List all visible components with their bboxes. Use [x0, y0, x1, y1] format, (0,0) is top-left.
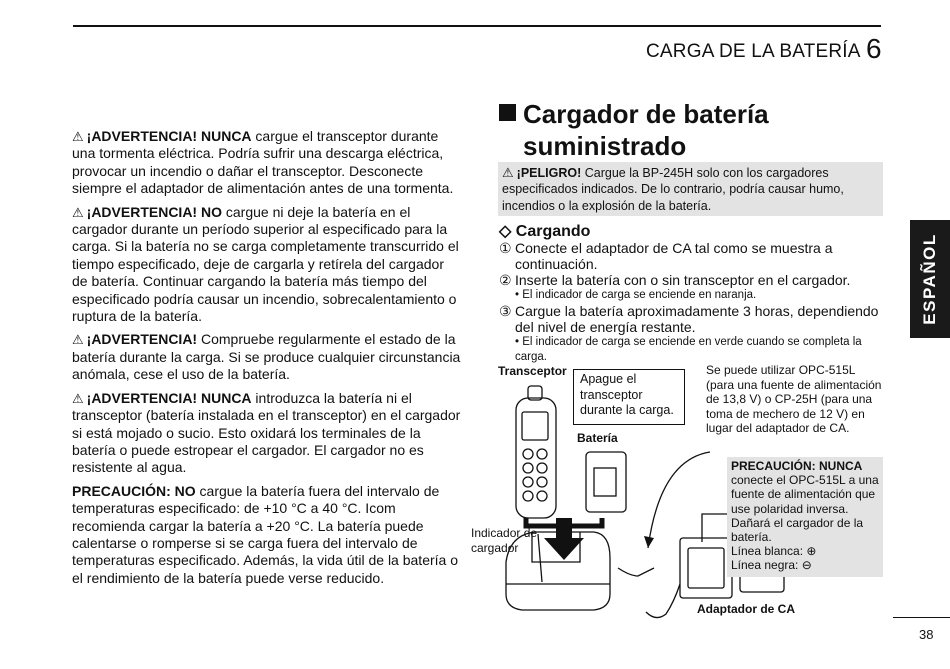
ac-adapter-label: Adaptador de CA — [697, 602, 796, 616]
caution-paragraph: PRECAUCIÓN: NO cargue la batería fuera del intervalo de temperaturas especificado: de +10 °C a 40 °C. Icom recomienda cargar la batería a +20 °C. La batería puede calentarse o romperse si se carga fuera del intervalo de temperaturas especificado. Además, la vida útil de la batería o el rendimiento de la batería puede verse reducido. — [72, 482, 458, 586]
warning-triangle-icon: ⚠ — [72, 390, 84, 406]
section-number: 6 — [866, 33, 882, 64]
warning-triangle-icon: ⚠ — [72, 332, 84, 348]
warnings-column — [72, 128, 462, 593]
charging-subheading: ◇ Cargando — [499, 223, 591, 240]
black-line-polarity: Línea negra: ⊖ — [731, 558, 812, 573]
step-item: ① Conecte el adaptador de CA tal como se muestra a continuación. — [499, 240, 833, 272]
step-item: ② Inserte la batería con o sin transceptor en el cargador. — [499, 272, 851, 288]
battery-drawing — [586, 452, 626, 512]
page-number: 38 — [919, 627, 934, 642]
square-bullet-icon — [499, 104, 516, 121]
footer-rule — [893, 617, 950, 618]
indicator-label: Indicador de cargador — [471, 526, 538, 555]
warning-paragraph: ⚠ ¡ADVERTENCIA! NUNCA introduzca la batería ni el transceptor (batería instalada en el transceptor) en el cargador si está mojado o sucio. Esto oxidará los terminales de la batería o puede estropear el cargador. El cargador no es resistente al agua. — [72, 389, 461, 476]
step-bullet: • El indicador de carga se enciende en verde cuando se completa la carga. — [515, 336, 862, 363]
step-item: ③ Cargue la batería aproximadamente 3 horas, dependiendo del nivel de energía restante. — [499, 303, 879, 335]
section-heading: Cargador de batería suministrado — [499, 98, 769, 162]
language-tab-label: ESPAÑOL — [920, 233, 939, 325]
diamond-icon: ◇ — [499, 223, 512, 240]
white-line-polarity: Línea blanca: ⊕ — [731, 544, 817, 559]
warning-paragraph: ⚠ ¡ADVERTENCIA! NO cargue ni deje la batería en el cargador durante un período superior al especificado para la carga. Si la batería no se carga completamente transcurrido el tiempo especificado, deje de cargarla y retírela del cargador de batería. Continuar cargando la batería más tiempo del especificado podría causar un incendio, sobrecalentamiento o ruptura de la batería. — [72, 203, 459, 325]
polarity-caution: PRECAUCIÓN: NUNCA conecte el OPC-515L a una fuente de alimentación que use polaridad inversa. Dañará el cargador de la batería. Línea blanca: ⊕ Línea negra: ⊖ — [727, 457, 883, 577]
section-title: CARGA DE LA BATERÍA — [646, 41, 861, 62]
warning-triangle-icon: ⚠ — [72, 129, 84, 144]
language-tab — [910, 220, 950, 338]
warning-paragraph: ⚠ ¡ADVERTENCIA! NUNCA cargue el transceptor durante una tormenta eléctrica. Podría sufrir una descarga eléctrica, provocar un incendio o dañar el transceptor. Desconecte siempre el adaptador de alimentación antes de una tormenta. — [72, 128, 454, 197]
warning-triangle-icon: ⚠ — [72, 204, 84, 220]
header-rule — [73, 25, 881, 27]
step-bullet: • El indicador de carga se enciende en naranja. — [515, 289, 757, 301]
danger-notice: ⚠ ¡PELIGRO! Cargue la BP-245H solo con los cargadores especificados indicados. De lo contrario, podría causar humo, incendios o la explosión de la batería. — [498, 162, 883, 216]
warning-paragraph: ⚠ ¡ADVERTENCIA! Compruebe regularmente el estado de la batería durante la carga. Si se produce cualquier circunstancia anómala, cese el uso de la batería. — [72, 331, 461, 383]
battery-label: Batería — [577, 431, 618, 445]
alternative-adapter-note: Se puede utilizar OPC-515L (para una fuente de alimentación de 13,8 V) o CP-25H (para una toma de mechero de 12 V) en lugar del adaptador de CA. — [706, 363, 882, 435]
transceiver-label: Transceptor — [498, 364, 567, 378]
warning-triangle-icon: ⚠ — [502, 165, 514, 180]
charging-steps — [499, 240, 879, 365]
power-off-callout: Apague el transceptor durante la carga. — [573, 369, 685, 425]
